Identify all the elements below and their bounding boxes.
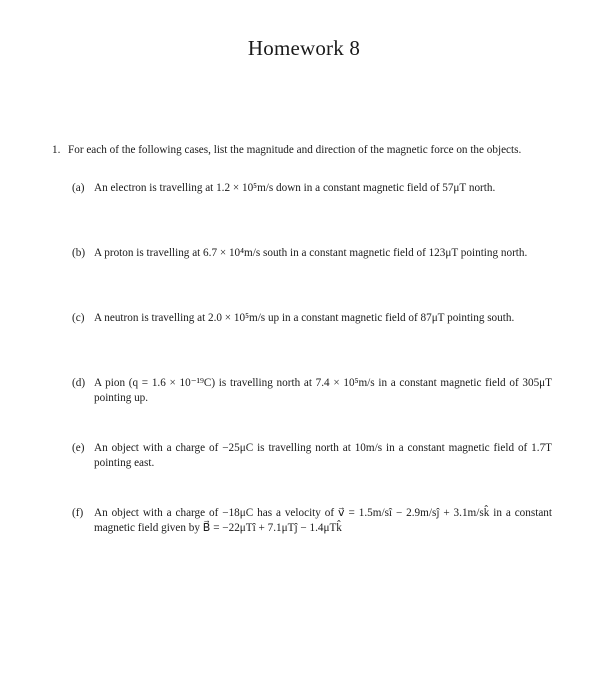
page-title: Homework 8 <box>247 36 361 60</box>
part-label-e: (e) <box>72 442 85 454</box>
problem-part-f <box>72 506 552 536</box>
part-text-a: An electron is travelling at 1.2 × 10⁵m/s down in a constant magnetic field of 57μT north. <box>94 182 496 194</box>
problem-part-a <box>72 181 552 196</box>
part-label-d: (d) <box>72 377 86 389</box>
part-text-d: A pion (q = 1.6 × 10⁻¹⁹C) is travelling north at 7.4 × 10⁵m/s in a constant magnetic field of 305μT pointing up. <box>94 377 552 404</box>
problem-part-e <box>72 441 552 471</box>
part-label-f: (f) <box>72 507 84 519</box>
problem-number: 1. <box>52 144 61 156</box>
problem-part-b <box>72 246 552 261</box>
part-text-b: A proton is travelling at 6.7 × 10⁴m/s south in a constant magnetic field of 123μT pointing north. <box>94 247 528 259</box>
part-text-f: An object with a charge of −18μC has a velocity of v⃗ = 1.5m/sî − 2.9m/sĵ + 3.1m/sk̂ in a constant magnetic field given by B⃗ = −22μTî + 7.1μTĵ − 1.4μTk̂ <box>94 507 552 534</box>
problem-part-d <box>72 376 552 406</box>
part-text-c: A neutron is travelling at 2.0 × 10⁵m/s up in a constant magnetic field of 87μT pointing south. <box>94 312 515 324</box>
problem-part-c <box>72 311 552 326</box>
part-label-b: (b) <box>72 247 86 259</box>
problem-1 <box>52 143 552 158</box>
part-text-e: An object with a charge of −25μC is travelling north at 10m/s in a constant magnetic field of 1.7T pointing east. <box>94 442 552 469</box>
problem-statement: For each of the following cases, list the magnitude and direction of the magnetic force on the objects. <box>68 144 522 156</box>
part-label-a: (a) <box>72 182 85 194</box>
part-label-c: (c) <box>72 312 85 324</box>
